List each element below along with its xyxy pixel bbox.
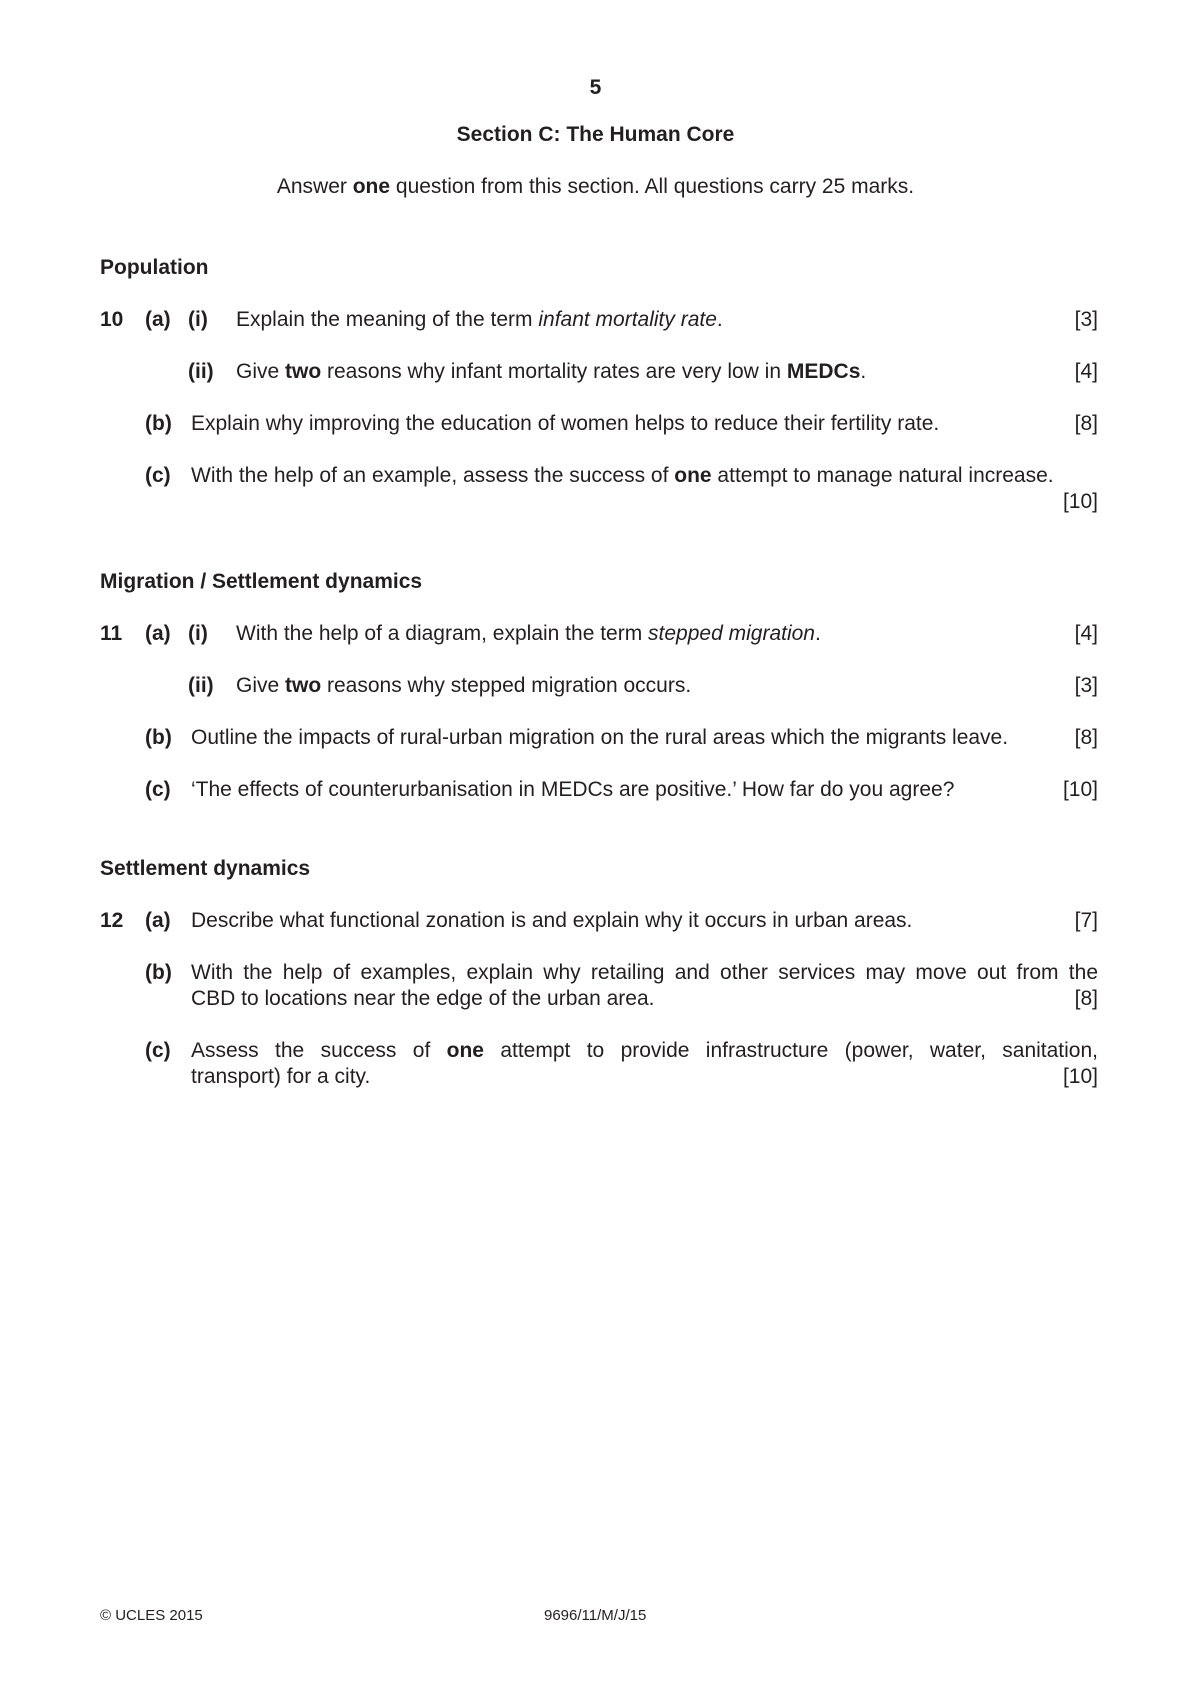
part-label: (a)	[145, 622, 171, 645]
topic-heading-settlement: Settlement dynamics	[100, 857, 311, 880]
marks: [7]	[1074, 909, 1098, 932]
marks: [3]	[1074, 674, 1098, 697]
marks: [10]	[1062, 490, 1098, 513]
page-number: 5	[589, 76, 602, 99]
question-number: 11	[100, 622, 123, 645]
question-text: Explain why improving the education of women helps to reduce their fertility rate.	[191, 412, 940, 435]
question-text: Outline the impacts of rural-urban migration on the rural areas which the migrants leave.	[191, 726, 1009, 749]
marks: [10]	[1062, 1065, 1098, 1088]
question-text-continued: transport) for a city.	[191, 1065, 371, 1088]
subpart-label: (i)	[188, 622, 208, 645]
marks: [8]	[1074, 726, 1098, 749]
question-text: With the help of examples, explain why retailing and other services may move out from the	[191, 961, 1098, 984]
subpart-label: (ii)	[188, 360, 214, 383]
question-text: Assess the success of one attempt to provide infrastructure (power, water, sanitation,	[191, 1039, 1098, 1062]
part-label: (c)	[145, 1039, 171, 1062]
question-text: ‘The effects of counterurbanisation in MEDCs are positive.’ How far do you agree?	[191, 778, 955, 801]
question-text: With the help of an example, assess the success of one attempt to manage natural increase.	[191, 464, 1054, 487]
footer-paper-code: 9696/11/M/J/15	[544, 1607, 647, 1624]
question-number: 12	[100, 909, 124, 932]
part-label: (a)	[145, 308, 171, 331]
marks: [3]	[1074, 308, 1098, 331]
part-label: (b)	[145, 961, 172, 984]
part-label: (c)	[145, 464, 171, 487]
marks: [8]	[1074, 987, 1098, 1010]
subpart-label: (i)	[188, 308, 208, 331]
topic-heading-migration: Migration / Settlement dynamics	[100, 570, 423, 593]
topic-heading-population: Population	[100, 256, 209, 279]
question-text: Give two reasons why stepped migration occurs.	[236, 674, 692, 697]
section-title: Section C: The Human Core	[456, 123, 735, 146]
question-text: Explain the meaning of the term infant mortality rate.	[236, 308, 723, 331]
question-text: Describe what functional zonation is and explain why it occurs in urban areas.	[191, 909, 913, 932]
part-label: (b)	[145, 726, 172, 749]
question-text: Give two reasons why infant mortality rates are very low in MEDCs.	[236, 360, 867, 383]
marks: [10]	[1062, 778, 1098, 801]
marks: [8]	[1074, 412, 1098, 435]
question-number: 10	[100, 308, 124, 331]
part-label: (b)	[145, 412, 172, 435]
marks: [4]	[1074, 360, 1098, 383]
part-label: (a)	[145, 909, 171, 932]
question-text-continued: CBD to locations near the edge of the urban area.	[191, 987, 655, 1010]
marks: [4]	[1074, 622, 1098, 645]
section-instruction: Answer one question from this section. All questions carry 25 marks.	[276, 175, 915, 198]
part-label: (c)	[145, 778, 171, 801]
question-text: With the help of a diagram, explain the term stepped migration.	[236, 622, 821, 645]
subpart-label: (ii)	[188, 674, 214, 697]
footer-copyright: © UCLES 2015	[100, 1607, 203, 1624]
